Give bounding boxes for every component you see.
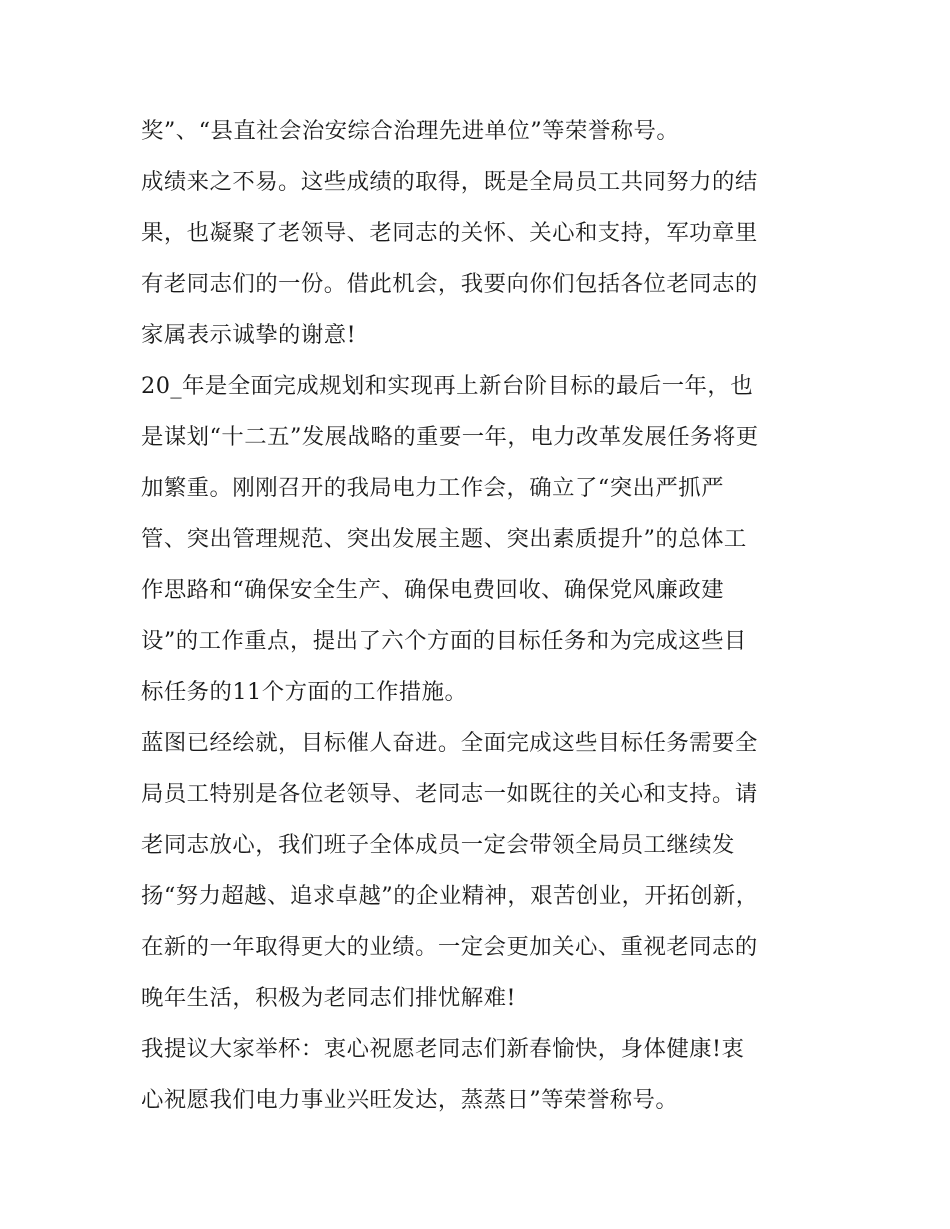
text-line: 我提议大家举杯：衷心祝愿老同志们新春愉快，身体健康!衷 (141, 1036, 745, 1062)
text-line: 晚年生活，积极为老同志们排忧解难! (141, 985, 516, 1011)
text-line: 家属表示诚挚的谢意! (141, 322, 357, 348)
text-line: 果，也凝聚了老领导、老同志的关怀、关心和支持，军功章里 (141, 220, 758, 246)
text-line: 成绩来之不易。这些成绩的取得，既是全局员工共同努力的结 (141, 169, 758, 195)
text-line: 扬“努力超越、追求卓越”的企业精神，艰苦创业，开拓创新， (141, 883, 759, 909)
text-line: 奖”、“县直社会治安综合治理先进单位”等荣誉称号。 (141, 118, 680, 144)
text-line: 老同志放心，我们班子全体成员一定会带领全局员工继续发 (141, 832, 735, 858)
text-line: 标任务的11个方面的工作措施。 (141, 679, 468, 705)
text-line: 在新的一年取得更大的业绩。一定会更加关心、重视老同志的 (141, 934, 758, 960)
text-line: 局员工特别是各位老领导、老同志一如既往的关心和支持。请 (141, 781, 758, 807)
text-line: 20_年是全面完成规划和实现再上新台阶目标的最后一年，也 (141, 373, 754, 399)
text-line: 有老同志们的一份。借此机会，我要向你们包括各位老同志的 (141, 271, 758, 297)
text-line: 加繁重。刚刚召开的我局电力工作会，确立了“突出严抓严 (141, 475, 724, 501)
text-line: 作思路和“确保安全生产、确保电费回收、确保党风廉政建 (141, 577, 724, 603)
text-line: 蓝图已经绘就，目标催人奋进。全面完成这些目标任务需要全 (141, 730, 758, 756)
text-line: 管、突出管理规范、突出发展主题、突出素质提升”的总体工 (141, 526, 747, 552)
text-line: 是谋划“十二五”发展战略的重要一年，电力改革发展任务将更 (141, 424, 759, 450)
text-line: 设”的工作重点，提出了六个方面的目标任务和为完成这些目 (141, 628, 747, 654)
text-line: 心祝愿我们电力事业兴旺发达，蒸蒸日”等荣誉称号。 (141, 1087, 679, 1113)
